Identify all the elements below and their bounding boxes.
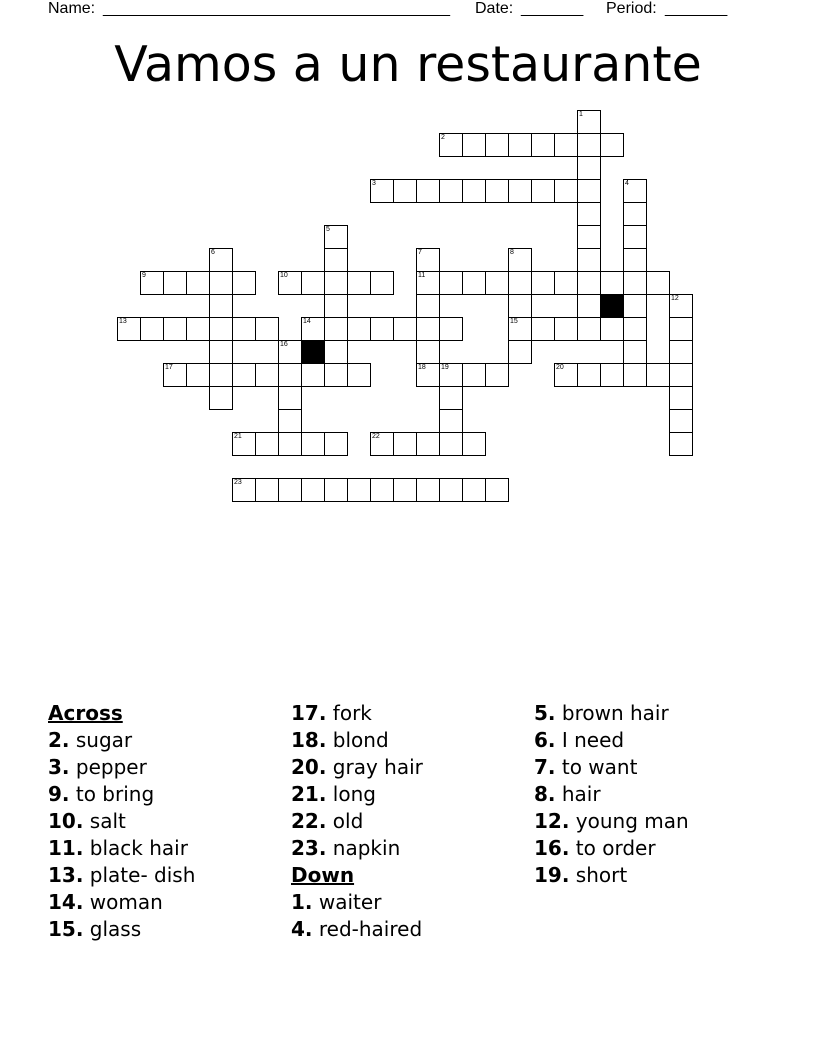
clue-number: 8: [510, 249, 514, 256]
crossword-cell[interactable]: [140, 271, 164, 295]
crossword-cell[interactable]: [623, 340, 647, 364]
clue-item: [291, 754, 531, 781]
crossword-cell[interactable]: [140, 317, 164, 341]
crossword-cell[interactable]: [531, 133, 555, 157]
black-cell: [301, 340, 325, 364]
clues-column-2: [291, 700, 531, 943]
crossword-cell[interactable]: [439, 409, 463, 433]
page-title: Vamos a un restaurante: [114, 36, 702, 93]
clue-item-number: 14.: [48, 890, 84, 914]
crossword-cell[interactable]: [370, 317, 394, 341]
crossword-cell[interactable]: [623, 363, 647, 387]
clue-item-text: I need: [561, 728, 625, 752]
clue-item: [534, 862, 774, 889]
clue-item-text: napkin: [332, 836, 401, 860]
crossword-cell[interactable]: [462, 363, 486, 387]
crossword-cell[interactable]: [278, 478, 302, 502]
crossword-cell[interactable]: [508, 340, 532, 364]
clue-number: 22: [372, 433, 380, 440]
crossword-cell[interactable]: [669, 432, 693, 456]
crossword-cell[interactable]: [439, 317, 463, 341]
clue-item-number: 4.: [291, 917, 313, 941]
crossword-cell[interactable]: [232, 478, 256, 502]
clue-item-number: 22.: [291, 809, 327, 833]
crossword-cell[interactable]: [508, 179, 532, 203]
clue-number: 15: [510, 318, 518, 325]
crossword-cell[interactable]: [347, 317, 371, 341]
clue-item-text: sugar: [75, 728, 133, 752]
clue-item-number: 13.: [48, 863, 84, 887]
clue-number: 1: [579, 111, 583, 118]
crossword-cell[interactable]: [209, 248, 233, 272]
crossword-cell[interactable]: [255, 317, 279, 341]
clue-item: [291, 781, 531, 808]
clue-item-text: plate- dish: [89, 863, 196, 887]
clue-item-text: to want: [561, 755, 638, 779]
crossword-cell[interactable]: [324, 225, 348, 249]
crossword-cell[interactable]: [393, 432, 417, 456]
clue-number: 20: [556, 364, 564, 371]
crossword-cell[interactable]: [163, 363, 187, 387]
crossword-cell[interactable]: [416, 432, 440, 456]
crossword-cell[interactable]: [255, 363, 279, 387]
clue-item: [291, 889, 531, 916]
clue-item: [291, 727, 531, 754]
down-heading: Down: [291, 863, 355, 887]
crossword-cell[interactable]: [324, 317, 348, 341]
crossword-cell[interactable]: [669, 340, 693, 364]
crossword-cell[interactable]: [577, 317, 601, 341]
crossword-cell[interactable]: [370, 271, 394, 295]
clue-number: 4: [625, 180, 629, 187]
clue-item: [534, 808, 774, 835]
crossword-cell[interactable]: [623, 317, 647, 341]
clue-number: 13: [119, 318, 127, 325]
clue-item-number: 17.: [291, 701, 327, 725]
crossword-cell[interactable]: [163, 317, 187, 341]
crossword-cell[interactable]: [669, 386, 693, 410]
crossword-cell[interactable]: [554, 317, 578, 341]
name-blank[interactable]: _______________________________________: [103, 0, 451, 17]
crossword-cell[interactable]: [301, 271, 325, 295]
clue-item-number: 2.: [48, 728, 70, 752]
crossword-cell[interactable]: [186, 363, 210, 387]
crossword-cell[interactable]: [416, 317, 440, 341]
clue-item-text: woman: [89, 890, 163, 914]
crossword-cell[interactable]: [416, 294, 440, 318]
clue-item-text: gray hair: [332, 755, 423, 779]
crossword-cell[interactable]: [416, 248, 440, 272]
clue-number: 16: [280, 341, 288, 348]
crossword-cell[interactable]: [623, 225, 647, 249]
clue-item-number: 5.: [534, 701, 556, 725]
crossword-cell[interactable]: [554, 133, 578, 157]
crossword-cell[interactable]: [324, 294, 348, 318]
clue-item-text: to order: [575, 836, 656, 860]
clue-number: 17: [165, 364, 173, 371]
crossword-cell[interactable]: [393, 478, 417, 502]
crossword-cell[interactable]: [646, 363, 670, 387]
name-label: Name:: [48, 0, 96, 17]
crossword-cell[interactable]: [324, 432, 348, 456]
crossword-cell[interactable]: [577, 156, 601, 180]
clue-number: 9: [142, 272, 146, 279]
clue-item-number: 16.: [534, 836, 570, 860]
clue-item-text: brown hair: [561, 701, 669, 725]
clue-item: [48, 835, 288, 862]
crossword-cell[interactable]: [669, 409, 693, 433]
crossword-cell[interactable]: [324, 271, 348, 295]
crossword-cell[interactable]: [462, 179, 486, 203]
crossword-cell[interactable]: [623, 271, 647, 295]
crossword-cell[interactable]: [439, 478, 463, 502]
clue-number: 10: [280, 272, 288, 279]
clue-item-text: black hair: [89, 836, 188, 860]
crossword-cell[interactable]: [439, 363, 463, 387]
clue-item: [534, 700, 774, 727]
crossword-cell[interactable]: [508, 133, 532, 157]
crossword-cell[interactable]: [439, 271, 463, 295]
clue-item: [48, 727, 288, 754]
clues-column-3: [534, 700, 774, 889]
clue-number: 11: [418, 272, 426, 279]
clue-item-number: 23.: [291, 836, 327, 860]
crossword-cell[interactable]: [577, 248, 601, 272]
clue-item-number: 6.: [534, 728, 556, 752]
crossword-cell[interactable]: [439, 386, 463, 410]
crossword-cell[interactable]: [554, 179, 578, 203]
clue-item-text: short: [575, 863, 628, 887]
crossword-cell[interactable]: [577, 179, 601, 203]
clue-item-number: 12.: [534, 809, 570, 833]
crossword-cell[interactable]: [669, 294, 693, 318]
clue-item-number: 18.: [291, 728, 327, 752]
crossword-cell[interactable]: [278, 363, 302, 387]
crossword-cell[interactable]: [577, 271, 601, 295]
clue-item: [534, 781, 774, 808]
date-label: Date:: [475, 0, 514, 17]
crossword-cell[interactable]: [301, 432, 325, 456]
clue-number: 6: [211, 249, 215, 256]
clue-number: 21: [234, 433, 242, 440]
clue-item-number: 7.: [534, 755, 556, 779]
crossword-cell[interactable]: [554, 363, 578, 387]
clue-number: 14: [303, 318, 311, 325]
crossword-cell[interactable]: [508, 271, 532, 295]
crossword-cell[interactable]: [347, 271, 371, 295]
clue-item-number: 1.: [291, 890, 313, 914]
crossword-cell[interactable]: [485, 179, 509, 203]
crossword-cell[interactable]: [209, 294, 233, 318]
crossword-cell[interactable]: [623, 294, 647, 318]
crossword-cell[interactable]: [462, 133, 486, 157]
clue-item-text: to bring: [75, 782, 155, 806]
crossword-cell[interactable]: [186, 317, 210, 341]
clue-item-text: long: [332, 782, 376, 806]
clue-item: [534, 727, 774, 754]
crossword-cell[interactable]: [209, 317, 233, 341]
clue-item: [48, 781, 288, 808]
clue-item: [48, 916, 288, 943]
crossword-cell[interactable]: [370, 478, 394, 502]
crossword-cell[interactable]: [600, 363, 624, 387]
crossword-cell[interactable]: [278, 409, 302, 433]
clue-number: 7: [418, 249, 422, 256]
clue-item-number: 9.: [48, 782, 70, 806]
crossword-cell[interactable]: [577, 225, 601, 249]
clue-item: [48, 754, 288, 781]
clue-item-number: 19.: [534, 863, 570, 887]
clue-number: 3: [372, 180, 376, 187]
clue-item-number: 3.: [48, 755, 70, 779]
crossword-cell[interactable]: [209, 363, 233, 387]
clue-item-text: fork: [332, 701, 372, 725]
crossword-cell[interactable]: [232, 432, 256, 456]
clue-item-number: 10.: [48, 809, 84, 833]
clue-item: [48, 808, 288, 835]
clue-number: 19: [441, 364, 449, 371]
clues-column-1: [48, 700, 288, 943]
crossword-cell[interactable]: [600, 317, 624, 341]
crossword-cell[interactable]: [347, 478, 371, 502]
crossword-cell[interactable]: [577, 294, 601, 318]
clue-item-text: waiter: [318, 890, 382, 914]
crossword-cell[interactable]: [577, 202, 601, 226]
clue-item-number: 8.: [534, 782, 556, 806]
crossword-cell[interactable]: [278, 432, 302, 456]
crossword-cell[interactable]: [186, 271, 210, 295]
crossword-cell[interactable]: [416, 363, 440, 387]
crossword-cell[interactable]: [577, 133, 601, 157]
crossword-cell[interactable]: [301, 478, 325, 502]
crossword-cell[interactable]: [508, 317, 532, 341]
crossword-cell[interactable]: [209, 271, 233, 295]
clue-number: 18: [418, 364, 426, 371]
crossword-cell[interactable]: [439, 133, 463, 157]
clue-item: [291, 808, 531, 835]
crossword-cell[interactable]: [324, 340, 348, 364]
crossword-cell[interactable]: [508, 294, 532, 318]
crossword-cell[interactable]: [646, 271, 670, 295]
clue-number: 5: [326, 226, 330, 233]
crossword-cell[interactable]: [462, 432, 486, 456]
crossword-cell[interactable]: [232, 271, 256, 295]
crossword-cell[interactable]: [324, 248, 348, 272]
crossword-cell[interactable]: [370, 432, 394, 456]
clue-item-number: 21.: [291, 782, 327, 806]
clue-item: [534, 835, 774, 862]
crossword-cell[interactable]: [577, 110, 601, 134]
crossword-cell[interactable]: [324, 363, 348, 387]
clue-item-number: 11.: [48, 836, 84, 860]
clue-item: [48, 889, 288, 916]
crossword-cell[interactable]: [554, 271, 578, 295]
crossword-cell[interactable]: [531, 317, 555, 341]
crossword-cell[interactable]: [163, 271, 187, 295]
crossword-cell[interactable]: [669, 363, 693, 387]
period-label: Period:: [606, 0, 657, 17]
crossword-cell[interactable]: [485, 363, 509, 387]
crossword-cell[interactable]: [209, 386, 233, 410]
crossword-cell[interactable]: [462, 478, 486, 502]
crossword-cell[interactable]: [324, 478, 348, 502]
clue-item-text: blond: [332, 728, 389, 752]
crossword-cell[interactable]: [623, 248, 647, 272]
date-blank[interactable]: _______: [521, 0, 584, 17]
clue-item-number: 20.: [291, 755, 327, 779]
clue-item: [534, 754, 774, 781]
crossword-cell[interactable]: [370, 179, 394, 203]
crossword-cell[interactable]: [278, 271, 302, 295]
crossword-cell[interactable]: [669, 317, 693, 341]
crossword-cell[interactable]: [301, 317, 325, 341]
crossword-cell[interactable]: [232, 317, 256, 341]
crossword-cell[interactable]: [393, 317, 417, 341]
clue-item: [291, 835, 531, 862]
crossword-cell[interactable]: [393, 179, 417, 203]
crossword-cell[interactable]: [531, 179, 555, 203]
crossword-cell[interactable]: [623, 202, 647, 226]
crossword-cell[interactable]: [508, 248, 532, 272]
clue-item-text: red-haired: [318, 917, 423, 941]
crossword-cell[interactable]: [439, 179, 463, 203]
clue-item: [291, 916, 531, 943]
crossword-cell[interactable]: [485, 478, 509, 502]
crossword-cell[interactable]: [531, 271, 555, 295]
crossword-cell[interactable]: [416, 179, 440, 203]
clue-number: 23: [234, 479, 242, 486]
crossword-cell[interactable]: [209, 340, 233, 364]
clue-item-text: pepper: [75, 755, 147, 779]
clue-number: 12: [671, 295, 679, 302]
crossword-cell[interactable]: [416, 340, 440, 364]
crossword-cell[interactable]: [416, 478, 440, 502]
black-cell: [600, 294, 624, 318]
crossword-cell[interactable]: [439, 432, 463, 456]
crossword-cell[interactable]: [347, 363, 371, 387]
clue-item-text: glass: [89, 917, 142, 941]
period-blank[interactable]: _______: [665, 0, 728, 17]
crossword-cell[interactable]: [301, 363, 325, 387]
clue-item-number: 15.: [48, 917, 84, 941]
clue-item-text: old: [332, 809, 364, 833]
clue-item-text: young man: [575, 809, 689, 833]
crossword-cell[interactable]: [117, 317, 141, 341]
clue-item-text: salt: [89, 809, 126, 833]
crossword-cell[interactable]: [485, 271, 509, 295]
clue-item: [48, 862, 288, 889]
crossword-cell[interactable]: [600, 133, 624, 157]
crossword-cell[interactable]: [232, 363, 256, 387]
crossword-cell[interactable]: [416, 271, 440, 295]
crossword-cell[interactable]: [278, 386, 302, 410]
crossword-cell[interactable]: [577, 363, 601, 387]
across-heading: Across: [48, 701, 123, 725]
crossword-cell[interactable]: [255, 432, 279, 456]
crossword-cell[interactable]: [462, 271, 486, 295]
clue-item: [291, 700, 531, 727]
clue-item-text: hair: [561, 782, 601, 806]
crossword-cell[interactable]: [278, 340, 302, 364]
crossword-cell[interactable]: [255, 478, 279, 502]
crossword-cell[interactable]: [600, 271, 624, 295]
crossword-cell[interactable]: [485, 133, 509, 157]
crossword-cell[interactable]: [623, 179, 647, 203]
clue-number: 2: [441, 134, 445, 141]
